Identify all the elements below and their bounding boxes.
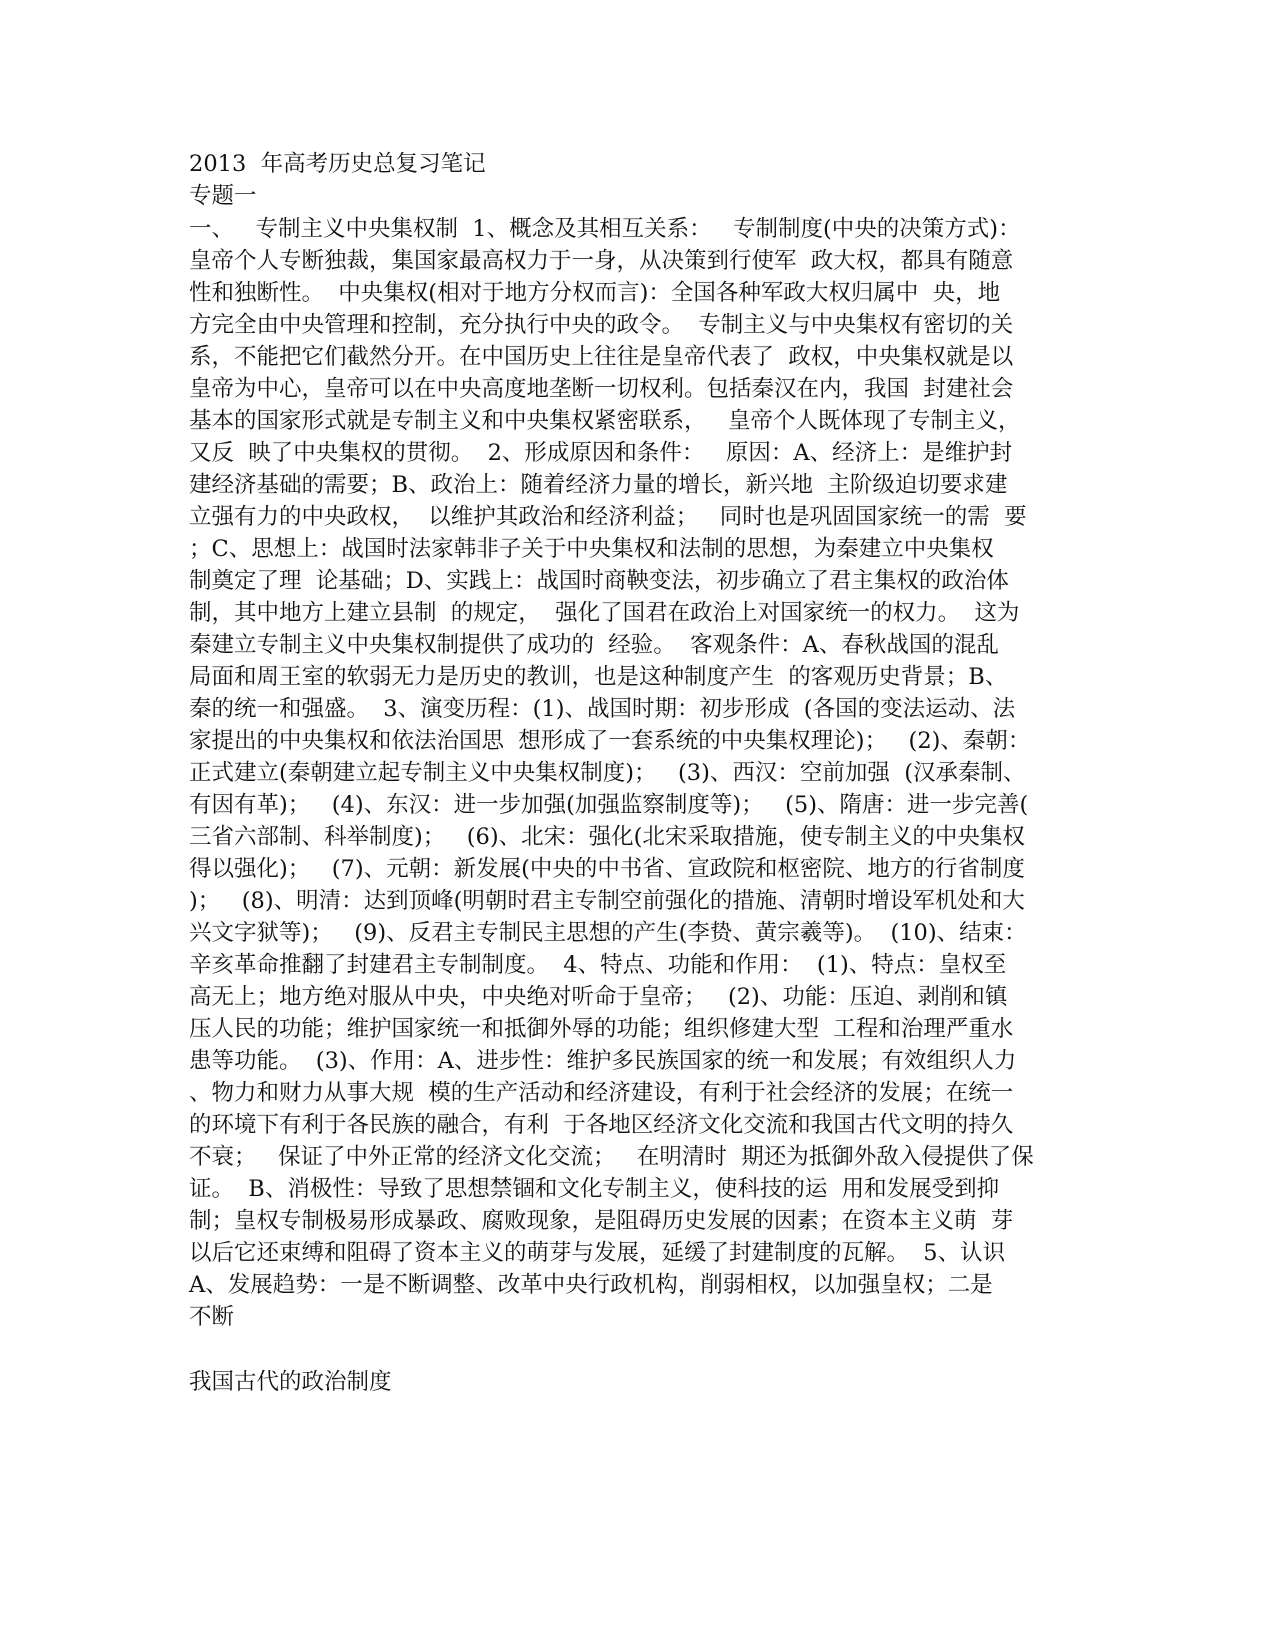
body-line: 、物力和财力从事大规 模的生产活动和经济建设，有利于社会经济的发展；在统一 — [189, 1080, 1014, 1106]
body-line: 局面和周王室的软弱无力是历史的教训，也是这种制度产生 的客观历史背景；B、 — [189, 664, 1008, 690]
body-line: 家提出的中央集权和依法治国思 想形成了一套系统的中央集权理论)； (2)、秦朝： — [189, 728, 1031, 754]
body-line: 皇帝为中心，皇帝可以在中央高度地垄断一切权利。包括秦汉在内，我国 封建社会 — [189, 376, 1014, 402]
body-line: 基本的国家形式就是专制主义和中央集权紧密联系， 皇帝个人既体现了专制主义， — [189, 408, 1021, 434]
body-line: 不断 — [189, 1304, 235, 1330]
body-line: 正式建立(秦朝建立起专制主义中央集权制度)； (3)、西汉：空前加强 (汉承秦制、 — [189, 760, 1026, 786]
body-line: 三省六部制、科举制度)； (6)、北宋：强化(北宋采取措施，使专制主义的中央集权 — [189, 824, 1025, 850]
body-line: 证。 B、消极性：导致了思想禁锢和文化专制主义，使科技的运 用和发展受到抑 — [189, 1176, 1000, 1202]
body-line: 以后它还束缚和阻碍了资本主义的萌芽与发展，延缓了封建制度的瓦解。 5、认识 — [189, 1240, 1006, 1266]
body-line: 制；皇权专制极易形成暴政、腐败现象，是阻碍历史发展的因素；在资本主义萌 芽 — [189, 1208, 1014, 1234]
body-line: 秦的统一和强盛。 3、演变历程：(1)、战国时期：初步形成 (各国的变法运动、法 — [189, 696, 1016, 722]
body-line: 性和独断性。 中央集权(相对于地方分权而言)：全国各种军政大权归属中 央，地 — [189, 280, 1001, 306]
document-title: 2013 年高考历史总复习笔记 — [189, 151, 486, 177]
body-line: 秦建立专制主义中央集权制提供了成功的 经验。 客观条件：A、春秋战国的混乱 — [189, 632, 999, 658]
body-line: 方完全由中央管理和控制，充分执行中央的政令。 专制主义与中央集权有密切的关 — [189, 312, 1014, 338]
body-line: 有因有革)； (4)、东汉：进一步加强(加强监察制度等)； (5)、隋唐：进一步完善( — [189, 792, 1029, 818]
body-line: ；C、思想上：战国时法家韩非子关于中央集权和法制的思想，为秦建立中央集权 — [189, 536, 994, 562]
body-line: 建经济基础的需要；B、政治上：随着经济力量的增长，新兴地 主阶级迫切要求建 — [189, 472, 1008, 498]
body-line: 高无上；地方绝对服从中央，中央绝对听命于皇帝； (2)、功能：压迫、剥削和镇 — [189, 984, 1008, 1010]
body-line: 制，其中地方上建立县制 的规定， 强化了国君在政治上对国家统一的权力。 这为 — [189, 600, 1020, 626]
body-line: 辛亥革命推翻了封建君主专制制度。 4、特点、功能和作用： (1)、特点：皇权至 — [189, 952, 1007, 978]
body-line: 制奠定了理 论基础；D、实践上：战国时商鞅变法，初步确立了君主集权的政治体 — [189, 568, 1009, 594]
section-heading: 专题一 — [189, 183, 257, 209]
body-line: A、发展趋势：一是不断调整、改革中央行政机构，削弱相权，以加强皇权；二是 — [189, 1272, 993, 1298]
body-line: 兴文字狱等)； (9)、反君主专制民主思想的产生(李贽、黄宗羲等)。 (10)、结束： — [189, 920, 1027, 946]
body-line: 一、 专制主义中央集权制 1、概念及其相互关系： 专制制度(中央的决策方式)： — [189, 216, 1021, 242]
body-line: 又反 映了中央集权的贯彻。 2、形成原因和条件： 原因：A、经济上：是维护封 — [189, 440, 1013, 466]
body-line: 系，不能把它们截然分开。在中国历史上往往是皇帝代表了 政权，中央集权就是以 — [189, 344, 1014, 370]
body-line: 皇帝个人专断独裁，集国家最高权力于一身，从决策到行使军 政大权，都具有随意 — [189, 248, 1014, 274]
body-line: 压人民的功能；维护国家统一和抵御外辱的功能；组织修建大型 工程和治理严重水 — [189, 1016, 1014, 1042]
body-line: )； (8)、明清：达到顶峰(明朝时君主专制空前强化的措施、清朝时增设军机处和大 — [189, 888, 1025, 914]
body-line: 患等功能。 (3)、作用：A、进步性：维护多民族国家的统一和发展；有效组织人力 — [189, 1048, 1017, 1074]
body-line: 得以强化)； (7)、元朝：新发展(中央的中书省、宣政院和枢密院、地方的行省制度 — [189, 856, 1025, 882]
body-line: 不衰； 保证了中外正常的经济文化交流； 在明清时 期还为抵御外敌入侵提供了保 — [189, 1144, 1034, 1170]
body-line: 的环境下有利于各民族的融合，有利 于各地区经济文化交流和我国古代文明的持久 — [189, 1112, 1014, 1138]
body-line: 立强有力的中央政权， 以维护其政治和经济利益； 同时也是巩固国家统一的需 要 — [189, 504, 1027, 530]
footer-heading: 我国古代的政治制度 — [189, 1369, 392, 1395]
